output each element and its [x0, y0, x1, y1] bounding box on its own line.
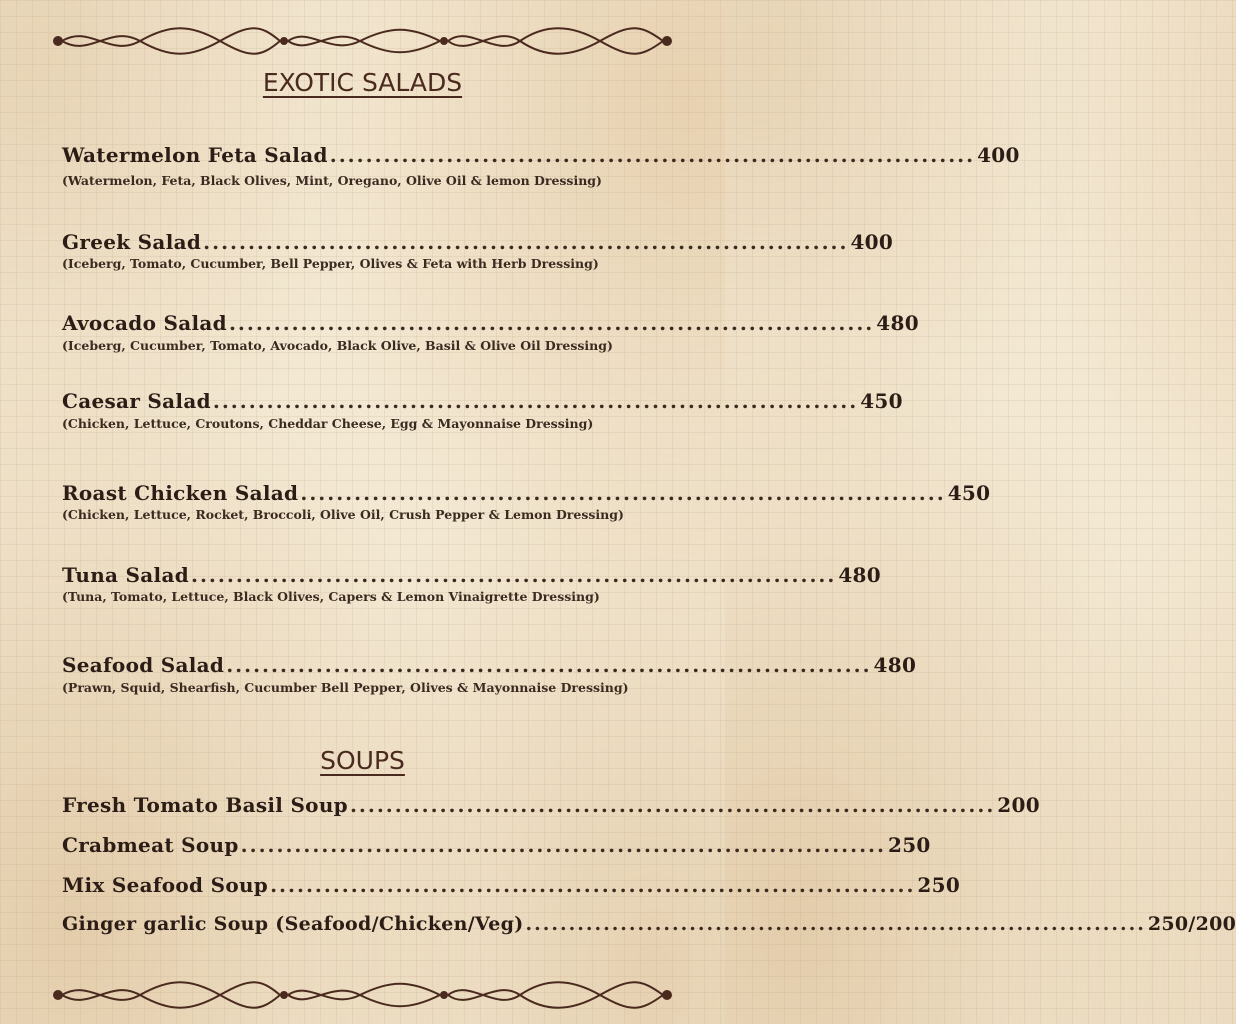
item-name: Seafood Salad: [62, 653, 225, 677]
dot-leader: ........................................................................: [349, 793, 996, 817]
dot-leader: ........................................................................: [329, 143, 976, 167]
item-name: Avocado Salad: [62, 311, 227, 335]
item-name: Crabmeat Soup: [62, 833, 239, 857]
item-price: 480: [876, 311, 919, 335]
top-ornament-divider: [50, 26, 675, 56]
menu-item-row: [62, 389, 903, 413]
dot-leader: ........................................................................: [240, 833, 886, 857]
menu-item-row: [62, 873, 961, 897]
item-name: Tuna Salad: [62, 563, 189, 587]
item-price: 450: [860, 389, 903, 413]
item-price: 480: [873, 653, 917, 677]
dot-leader: ........................................................................: [203, 230, 849, 254]
item-price: 480: [838, 563, 881, 587]
item-price: 400: [850, 230, 894, 254]
menu-item-row: [62, 143, 1020, 167]
dot-leader: ........................................................................: [525, 913, 1146, 935]
dot-leader: ........................................................................: [212, 389, 859, 413]
item-price: 250: [887, 833, 931, 857]
section-title-soups: SOUPS: [320, 746, 405, 775]
menu-item-row: [62, 481, 991, 505]
item-name: Roast Chicken Salad: [62, 481, 299, 505]
dot-leader: ........................................................................: [191, 563, 837, 587]
menu-item-row: [62, 653, 917, 677]
item-name: Fresh Tomato Basil Soup: [62, 793, 348, 817]
item-price: 200: [997, 793, 1040, 817]
menu-item-row: [62, 833, 931, 857]
menu-item-row: [62, 793, 1040, 817]
section-title-salads: EXOTIC SALADS: [262, 68, 463, 97]
item-description: (Watermelon, Feta, Black Olives, Mint, Oregano, Olive Oil & lemon Dressing): [62, 173, 602, 188]
bottom-ornament-divider: [50, 980, 675, 1010]
item-description: (Iceberg, Cucumber, Tomato, Avocado, Black Olive, Basil & Olive Oil Dressing): [62, 338, 613, 353]
item-description: (Prawn, Squid, Shearfish, Cucumber Bell Pepper, Olives & Mayonnaise Dressing): [62, 680, 629, 695]
item-name: Mix Seafood Soup: [62, 873, 269, 897]
item-name: Caesar Salad: [62, 389, 211, 413]
menu-item-row: [62, 230, 894, 254]
dot-leader: ........................................................................: [270, 873, 916, 897]
item-description: (Chicken, Lettuce, Croutons, Cheddar Cheese, Egg & Mayonnaise Dressing): [62, 416, 594, 431]
item-price: 250: [917, 873, 961, 897]
item-name: Greek Salad: [62, 230, 202, 254]
menu-item-row: [62, 311, 919, 335]
dot-leader: ........................................................................: [226, 653, 872, 677]
menu-item-row: [62, 913, 1236, 935]
item-price: 400: [977, 143, 1020, 167]
item-description: (Tuna, Tomato, Lettuce, Black Olives, Capers & Lemon Vinaigrette Dressing): [62, 589, 600, 604]
dot-leader: ........................................................................: [300, 481, 946, 505]
item-description: (Chicken, Lettuce, Rocket, Broccoli, Olive Oil, Crush Pepper & Lemon Dressing): [62, 507, 624, 522]
item-price: 250/200: [1147, 913, 1236, 935]
dot-leader: ........................................................................: [228, 311, 875, 335]
item-name: Ginger garlic Soup (Seafood/Chicken/Veg): [62, 913, 524, 935]
menu-item-row: [62, 563, 881, 587]
item-name: Watermelon Feta Salad: [62, 143, 328, 167]
item-description: (Iceberg, Tomato, Cucumber, Bell Pepper, Olives & Feta with Herb Dressing): [62, 256, 599, 271]
item-price: 450: [947, 481, 991, 505]
